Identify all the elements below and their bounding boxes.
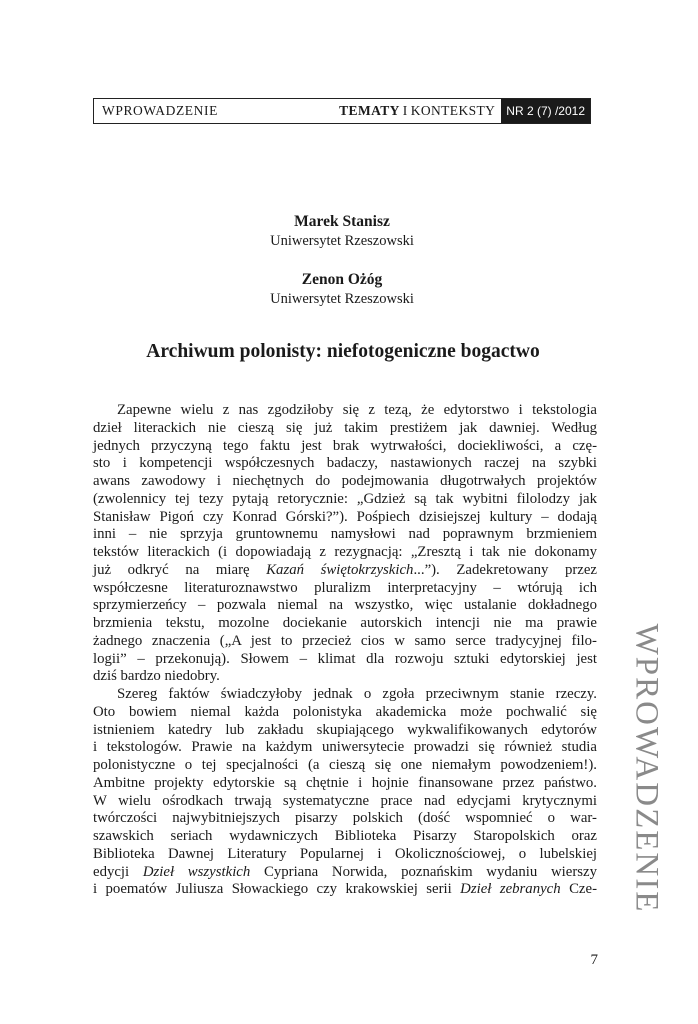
text-line: istnieniem katedry lub zakładu skupiającego wykwalifikowanych edytorów — [93, 721, 597, 738]
header-journal-title — [339, 103, 501, 119]
text-run: Cze- — [560, 881, 597, 898]
text-line: szawskich seriach wydawniczych Biblioteka Pisarzy Staropolskich oraz — [93, 828, 597, 844]
text-line — [93, 881, 597, 899]
text-line: Ambitne projekty edytorskie są chętnie i hojnie finansowane przez państwo. — [93, 774, 597, 791]
text-line: dziś bardzo niedobry. — [93, 668, 220, 685]
text-run: ...”). Zadekretowany przez — [413, 561, 597, 578]
header-issue-number: NR 2 (7) /2012 — [501, 99, 590, 123]
text-line: Biblioteka Dawnej Literatury Popularnej i Okolicznościowej, o lubelskiej — [93, 845, 597, 862]
text-line: tekstów literackich (i dopowiadają z rezygnacją: „Zresztą i tak nie dokonamy — [93, 544, 597, 560]
text-line: Szereg faktów świadczyłoby jednak o zgoła przeciwnym stanie rzeczy. — [117, 686, 597, 702]
italic-title: Dzieł zebranych — [460, 881, 561, 898]
text-line — [93, 864, 597, 882]
text-line: jednych przyczyną tego faktu jest brak wytrwałości, dociekliwości, a czę- — [93, 437, 597, 454]
article-body — [93, 402, 597, 899]
text-line: brzmienia tekstu, mozolne dociekanie autorskich intencji nie ma prawie — [93, 615, 597, 631]
paragraph — [93, 402, 597, 686]
text-run: już odkryć na miarę — [93, 561, 267, 578]
page-number: 7 — [590, 952, 598, 968]
text-line: sto i kompetencji współczesnych badaczy, nastawionych raczej na szybki — [93, 455, 597, 472]
author-name: Marek Stanisz — [294, 213, 390, 230]
italic-title: Kazań świętokrzyskich — [266, 561, 414, 578]
text-line: żadnego znaczenia („A jest to przecież cios w samo serce tradycyjnej filo- — [93, 632, 597, 649]
text-run: Cypriana Norwida, poznańskim wydaniu wierszy — [250, 863, 597, 880]
text-line: inni – nie sprzyja gruntownemu namysłowi nad poprawnym brzmieniem — [93, 526, 597, 543]
running-header — [93, 98, 591, 124]
author-block — [93, 270, 591, 308]
text-line: logii” – przekonują). Słowem – klimat dla rozwoju sztuki edytorskiej jest — [93, 650, 597, 667]
text-run: edycji — [93, 863, 143, 880]
text-line: Oto bowiem niemal każda polonistyka akademicka może pochwalić się — [93, 703, 597, 720]
text-line: współczesne literaturoznawstwo pluralizm interpretacyjny – wtórują ich — [93, 579, 597, 596]
paragraph — [93, 686, 597, 899]
journal-name-rest: KONTEKSTY — [410, 103, 496, 118]
text-line: sprzymierzeńcy – pozwala niemal na wszystko, więc ustalanie dokładnego — [93, 597, 597, 614]
author-block — [93, 212, 591, 250]
author-affiliation: Uniwersytet Rzeszowski — [270, 291, 414, 307]
author-affiliation: Uniwersytet Rzeszowski — [270, 233, 414, 249]
text-line: (zwolennicy tej tezy pytają retorycznie: „Gdzież są tak wybitni filolodzy jak — [93, 490, 597, 507]
text-line: W wielu ośrodkach trwają systematyczne prace nad edycjami krytycznymi — [93, 792, 597, 809]
author-name: Zenon Ożóg — [301, 271, 383, 288]
journal-name-bold: TEMATY — [339, 103, 400, 118]
text-line: polonistyczne o tej specjalności (a cieszą się one niemałym powodzeniem!). — [93, 757, 597, 773]
author-list — [93, 212, 591, 308]
text-line: twórczości najwybitniejszych pisarzy polskich (dość wspomnieć o war- — [93, 810, 597, 827]
text-line: dzieł literackich nie cieszą się już takim prestiżem jak dawniej. Według — [93, 419, 597, 436]
side-section-label — [622, 612, 670, 924]
text-line: Zapewne wielu z nas zgodziłoby się z tezą, że edytorstwo i tekstologia — [117, 402, 597, 418]
text-line: awans zawodowy i niechętnych do podejmowania długotrwałych projektów — [93, 473, 597, 489]
article-title: Archiwum polonisty: niefotogeniczne bogactwo — [146, 341, 540, 362]
text-line: i tekstologów. Prawie na każdym uniwersytecie prowadzi się również studia — [93, 739, 597, 756]
text-line — [93, 562, 597, 580]
text-run: i poematów Juliusza Słowackiego czy krakowskiej serii — [93, 881, 461, 898]
journal-name-separator: I — [402, 103, 408, 118]
text-line: Stanisław Pigoń czy Konrad Górski?”). Pośpiech dzisiejszej kultury – dodają — [93, 508, 597, 525]
italic-title: Dzieł wszystkich — [142, 863, 251, 880]
header-section-title: WPROWADZENIE — [102, 103, 218, 118]
side-section-label-text: WPROWADZENIE — [628, 623, 665, 913]
